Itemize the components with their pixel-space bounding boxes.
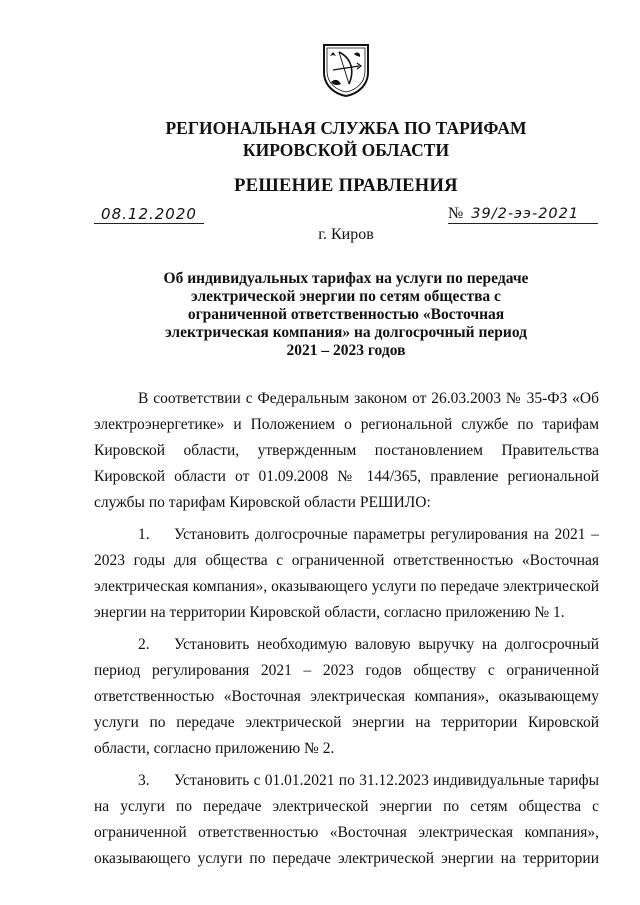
decision-title: РЕШЕНИЕ ПРАВЛЕНИЯ — [234, 176, 458, 196]
number-sign: № — [448, 205, 464, 222]
organization-name-line1: РЕГИОНАЛЬНАЯ СЛУЖБА ПО ТАРИФАМ — [165, 118, 527, 138]
item-number: 3. — [138, 772, 150, 789]
decision-number — [448, 205, 598, 224]
subject-line: электрическая компания» на долгосрочный период — [165, 324, 527, 341]
subject-line: электрической энергии по сетям общества с — [191, 288, 501, 305]
decision-subject — [150, 270, 542, 360]
list-item — [94, 522, 599, 626]
preamble-paragraph: В соответствии с Федеральным законом от 26.03.2003 № 35-ФЗ «Об электроэнергетике» и Положением о региональной службе по тарифам Кировской области, утвержденным постановлением Правительства Кировской области от 01.09.2008 № 144/365, правление региональной службы по тарифам Кировской области РЕШИЛО: — [94, 390, 599, 511]
subject-line: 2021 – 2023 годов — [286, 342, 406, 359]
subject-line: ограниченной ответственностью «Восточная — [187, 306, 505, 323]
item-number: 1. — [138, 526, 150, 543]
decision-date: 08.12.2020 — [94, 205, 204, 224]
organization-name-line2: КИРОВСКОЙ ОБЛАСТИ — [242, 140, 450, 160]
item-number: 2. — [138, 636, 150, 653]
decision-body — [94, 386, 599, 872]
list-item — [94, 768, 599, 872]
city: г. Киров — [318, 226, 374, 243]
item-text: Установить необходимую валовую выручку на долгосрочный период регулирования 2021 – 2023 годов обществу с ограниченной ответственностью «Восточная электрическая компания», оказывающему услуги по передаче электрической энергии на территории Кировской области, согласно приложению № 2. — [94, 636, 599, 757]
item-text: Установить долгосрочные параметры регулирования на 2021 – 2023 годы для общества с ограниченной ответственностью «Восточная электрическая компания», оказывающего услуги по передаче электрической энергии на территории Кировской области, согласно приложению № 1. — [94, 526, 599, 621]
list-item — [94, 632, 599, 762]
subject-line: Об индивидуальных тарифах на услуги по передаче — [163, 270, 529, 287]
coat-of-arms-icon — [321, 42, 371, 98]
item-text: Установить с 01.01.2021 по 31.12.2023 индивидуальные тарифы на услуги по передаче электрической энергии по сетям общества с ограниченной ответственностью «Восточная электрическая компания», оказывающего услуги по передаче электрической энергии на территории — [94, 772, 599, 867]
number-value: 39/2-ээ-2021 — [471, 206, 580, 222]
